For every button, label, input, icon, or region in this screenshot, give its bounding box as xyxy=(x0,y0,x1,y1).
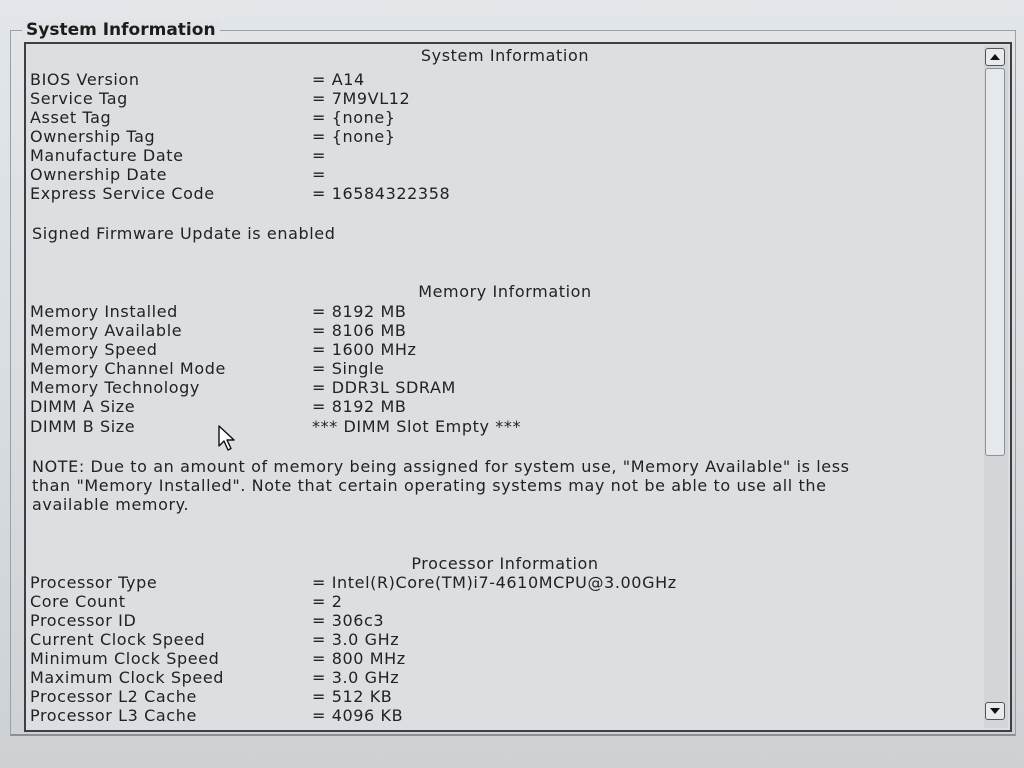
row-label: Memory Installed xyxy=(30,302,178,321)
row-label: Core Count xyxy=(30,592,126,611)
row-label: Minimum Clock Speed xyxy=(30,649,220,668)
info-panel[interactable] xyxy=(24,42,1012,732)
row-value: = {none} xyxy=(312,108,396,127)
row-memory-available xyxy=(30,321,970,340)
row-label: Service Tag xyxy=(30,89,128,108)
row-asset-tag xyxy=(30,108,970,127)
row-value: = DDR3L SDRAM xyxy=(312,378,456,397)
triangle-down-icon xyxy=(990,708,1000,714)
row-label: Processor L3 Cache xyxy=(30,706,197,725)
row-label: Maximum Clock Speed xyxy=(30,668,225,687)
row-label: Current Clock Speed xyxy=(30,630,206,649)
memory-note-line: available memory. xyxy=(32,495,190,514)
row-label: Memory Available xyxy=(30,321,183,340)
row-label: Ownership Tag xyxy=(30,127,156,146)
system-section-title: System Information xyxy=(420,46,590,65)
mouse-cursor-icon xyxy=(218,425,238,451)
processor-section-title: Processor Information xyxy=(411,554,599,573)
row-value: = 2 xyxy=(312,592,343,611)
row-value: = 800 MHz xyxy=(312,649,406,668)
row-current-clock-speed xyxy=(30,630,970,649)
row-value: = Single xyxy=(312,359,385,378)
row-value: = 4096 KB xyxy=(312,706,404,725)
firmware-note: Signed Firmware Update is enabled xyxy=(32,224,336,243)
row-value: = 8106 MB xyxy=(312,321,407,340)
row-processor-l3-cache xyxy=(30,706,970,725)
row-value: *** DIMM Slot Empty *** xyxy=(312,417,522,436)
group-title: System Information xyxy=(22,20,220,40)
row-label: Memory Speed xyxy=(30,340,158,359)
row-label: Ownership Date xyxy=(30,165,168,184)
row-processor-l2-cache xyxy=(30,687,970,706)
row-value: = 8192 MB xyxy=(312,302,407,321)
row-memory-channel-mode xyxy=(30,359,970,378)
row-label: Express Service Code xyxy=(30,184,215,203)
row-label: Processor Type xyxy=(30,573,158,592)
row-express-service-code xyxy=(30,184,970,203)
row-minimum-clock-speed xyxy=(30,649,970,668)
row-processor-type xyxy=(30,573,970,592)
row-ownership-tag xyxy=(30,127,970,146)
row-service-tag xyxy=(30,89,970,108)
row-memory-installed xyxy=(30,302,970,321)
row-label: DIMM A Size xyxy=(30,397,136,416)
row-value: = xyxy=(312,165,327,184)
triangle-up-icon xyxy=(990,54,1000,60)
row-dimm-a-size xyxy=(30,397,970,416)
row-memory-technology xyxy=(30,378,970,397)
row-value: = 3.0 GHz xyxy=(312,668,400,687)
row-processor-id xyxy=(30,611,970,630)
row-value: = A14 xyxy=(312,70,365,89)
row-core-count xyxy=(30,592,970,611)
row-label: Manufacture Date xyxy=(30,146,184,165)
row-value: = 306c3 xyxy=(312,611,385,630)
row-value: = 1600 MHz xyxy=(312,340,417,359)
info-content xyxy=(30,44,980,730)
row-label: Asset Tag xyxy=(30,108,112,127)
row-label: DIMM B Size xyxy=(30,417,136,436)
scroll-up-button[interactable] xyxy=(985,48,1005,66)
row-value: = 512 KB xyxy=(312,687,393,706)
row-value: = 7M9VL12 xyxy=(312,89,411,108)
row-maximum-clock-speed xyxy=(30,668,970,687)
row-label: Memory Channel Mode xyxy=(30,359,226,378)
row-dimm-b-size xyxy=(30,417,970,436)
row-bios-version xyxy=(30,70,970,89)
row-memory-speed xyxy=(30,340,970,359)
row-value: = xyxy=(312,146,327,165)
row-label: Memory Technology xyxy=(30,378,200,397)
row-value: = 16584322358 xyxy=(312,184,451,203)
row-ownership-date xyxy=(30,165,970,184)
row-label: BIOS Version xyxy=(30,70,140,89)
vertical-scrollbar[interactable] xyxy=(984,46,1008,728)
row-manufacture-date xyxy=(30,146,970,165)
row-value: = 8192 MB xyxy=(312,397,407,416)
memory-section-title: Memory Information xyxy=(418,282,592,301)
row-label: Processor L2 Cache xyxy=(30,687,197,706)
row-label: Processor ID xyxy=(30,611,137,630)
row-value: = Intel(R)Core(TM)i7-4610MCPU@3.00GHz xyxy=(312,573,677,592)
memory-note-line: NOTE: Due to an amount of memory being assigned for system use, "Memory Available" is less xyxy=(32,457,850,476)
row-value: = {none} xyxy=(312,127,396,146)
scroll-thumb[interactable] xyxy=(985,68,1005,456)
memory-note-line: than "Memory Installed". Note that certain operating systems may not be able to use all the xyxy=(32,476,827,495)
scroll-down-button[interactable] xyxy=(985,702,1005,720)
row-value: = 3.0 GHz xyxy=(312,630,400,649)
